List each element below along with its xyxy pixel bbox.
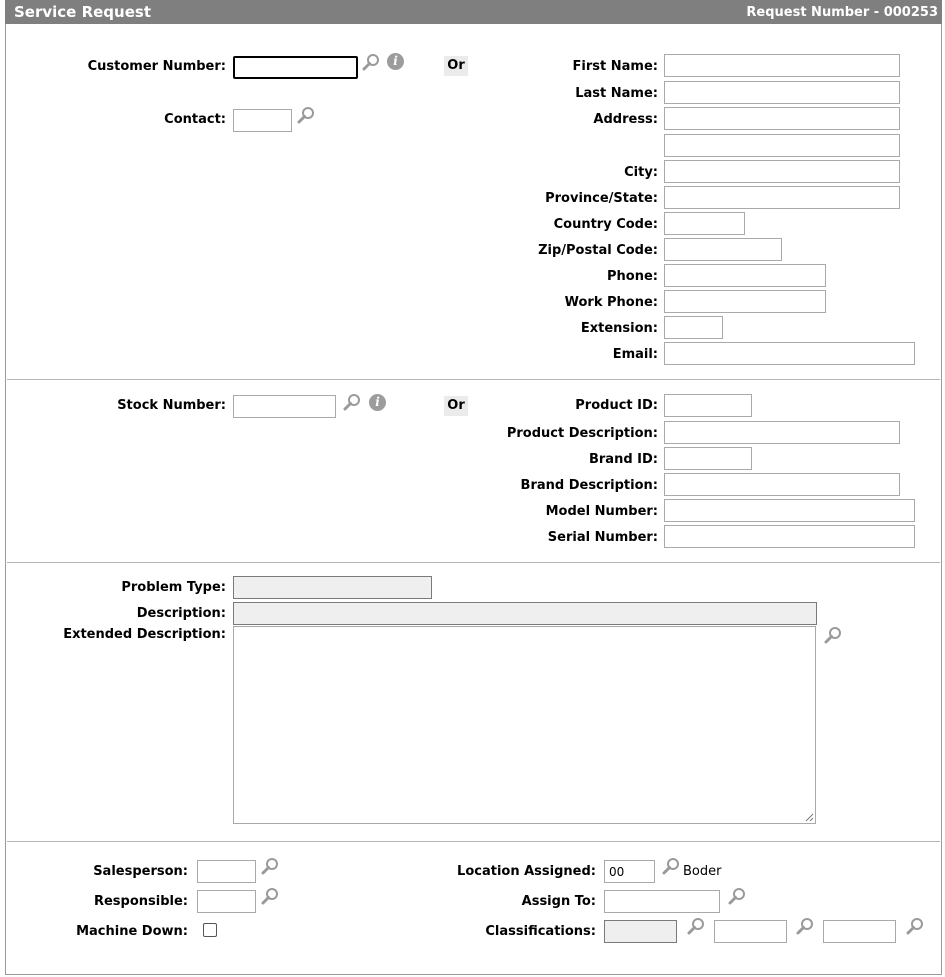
stock-number-input[interactable] — [233, 395, 336, 418]
extended-description-textarea[interactable] — [233, 626, 816, 824]
section-divider — [7, 841, 940, 842]
location-assigned-input[interactable] — [604, 860, 655, 883]
problem-type-label: Problem Type: — [121, 580, 226, 595]
responsible-label: Responsible: — [93, 894, 188, 909]
salesperson-label: Salesperson: — [93, 864, 188, 879]
location-lookup-icon[interactable] — [661, 857, 681, 877]
phone-input[interactable] — [664, 264, 826, 287]
location-assigned-label: Location Assigned: — [457, 864, 596, 879]
product-description-input[interactable] — [664, 421, 900, 444]
responsible-input[interactable] — [197, 890, 256, 913]
assign-to-lookup-icon[interactable] — [727, 887, 747, 907]
classification-3-lookup-icon[interactable] — [905, 917, 925, 937]
email-input[interactable] — [664, 342, 915, 365]
description-label: Description: — [136, 606, 226, 621]
classification-2-input[interactable] — [714, 920, 787, 943]
classification-1-input[interactable] — [604, 920, 677, 943]
or-label: Or — [444, 56, 468, 76]
customer-number-lookup-icon[interactable] — [361, 53, 381, 73]
request-number: Request Number - 000253 — [746, 5, 938, 20]
salesperson-lookup-icon[interactable] — [260, 857, 280, 877]
stock-number-label: Stock Number: — [117, 398, 226, 413]
problem-type-input[interactable] — [233, 576, 432, 599]
classifications-label: Classifications: — [485, 924, 596, 939]
zip-postal-label: Zip/Postal Code: — [538, 243, 658, 258]
work-phone-label: Work Phone: — [564, 295, 658, 310]
stock-number-lookup-icon[interactable] — [342, 393, 362, 413]
assign-to-label: Assign To: — [521, 894, 596, 909]
address-line2-input[interactable] — [664, 134, 900, 157]
customer-info-icon[interactable]: i — [387, 53, 404, 70]
or-label: Or — [444, 396, 468, 416]
serial-number-input[interactable] — [664, 525, 915, 548]
model-number-input[interactable] — [664, 499, 915, 522]
brand-description-input[interactable] — [664, 473, 900, 496]
model-number-label: Model Number: — [545, 504, 658, 519]
extension-input[interactable] — [664, 316, 723, 339]
extended-description-label: Extended Description: — [63, 627, 226, 642]
responsible-lookup-icon[interactable] — [260, 887, 280, 907]
email-label: Email: — [612, 347, 658, 362]
resize-grip-icon[interactable] — [805, 813, 814, 822]
brand-description-label: Brand Description: — [520, 478, 658, 493]
classification-1-lookup-icon[interactable] — [686, 917, 706, 937]
description-input[interactable] — [233, 602, 817, 625]
extension-label: Extension: — [580, 321, 658, 336]
customer-number-label: Customer Number: — [87, 59, 226, 74]
product-id-input[interactable] — [664, 394, 752, 417]
machine-down-label: Machine Down: — [76, 924, 188, 939]
work-phone-input[interactable] — [664, 290, 826, 313]
address-label: Address: — [593, 112, 658, 127]
contact-input[interactable] — [233, 109, 292, 132]
product-description-label: Product Description: — [506, 426, 658, 441]
serial-number-label: Serial Number: — [547, 530, 658, 545]
page-title: Service Request — [14, 3, 151, 21]
section-divider — [7, 562, 940, 563]
country-code-input[interactable] — [664, 212, 745, 235]
customer-number-input[interactable] — [233, 56, 358, 79]
province-state-label: Province/State: — [545, 191, 658, 206]
last-name-label: Last Name: — [575, 86, 658, 101]
contact-label: Contact: — [164, 112, 226, 127]
classification-2-lookup-icon[interactable] — [795, 917, 815, 937]
phone-label: Phone: — [607, 269, 658, 284]
brand-id-label: Brand ID: — [588, 452, 658, 467]
extended-description-lookup-icon[interactable] — [823, 626, 843, 646]
first-name-label: First Name: — [572, 59, 658, 74]
zip-postal-input[interactable] — [664, 238, 782, 261]
title-bar — [5, 0, 942, 24]
machine-down-checkbox[interactable] — [203, 923, 217, 937]
location-name: Boder — [683, 864, 722, 879]
salesperson-input[interactable] — [197, 860, 256, 883]
stock-info-icon[interactable]: i — [369, 394, 386, 411]
city-input[interactable] — [664, 160, 900, 183]
province-state-input[interactable] — [664, 186, 900, 209]
country-code-label: Country Code: — [553, 217, 658, 232]
address-line1-input[interactable] — [664, 107, 900, 130]
city-label: City: — [624, 165, 658, 180]
product-id-label: Product ID: — [575, 398, 658, 413]
assign-to-input[interactable] — [604, 890, 720, 913]
brand-id-input[interactable] — [664, 447, 752, 470]
classification-3-input[interactable] — [823, 920, 896, 943]
last-name-input[interactable] — [664, 81, 900, 104]
first-name-input[interactable] — [664, 54, 900, 77]
contact-lookup-icon[interactable] — [296, 106, 316, 126]
section-divider — [7, 379, 940, 380]
